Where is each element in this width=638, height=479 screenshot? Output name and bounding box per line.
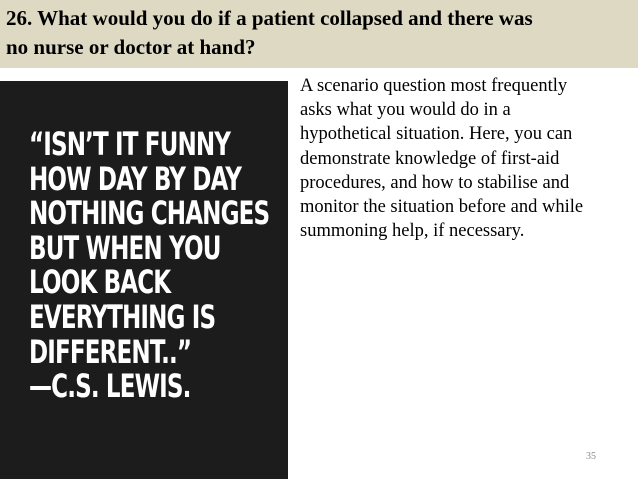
quote-line: “ISN’T IT FUNNY	[29, 125, 231, 163]
page-number: 35	[586, 451, 596, 462]
slide-title	[6, 4, 634, 62]
slide-header	[0, 0, 638, 68]
answer-line: monitor the situation before and while	[300, 197, 584, 218]
quote-line: NOTHING CHANGES	[29, 194, 270, 233]
quote-line: BUT WHEN YOU	[29, 228, 221, 267]
answer-paragraph	[300, 74, 630, 243]
quote-line: EVERYTHING IS	[29, 297, 216, 336]
answer-line: summoning help, if necessary.	[300, 221, 525, 242]
answer-line: asks what you would do in a	[300, 100, 511, 121]
answer-line: demonstrate knowledge of first-aid	[300, 148, 560, 169]
quote-line: DIFFERENT..”	[29, 332, 192, 371]
answer-line: hypothetical situation. Here, you can	[300, 124, 573, 145]
answer-line: A scenario question most frequently	[300, 76, 568, 96]
quote-line: LOOK BACK	[29, 263, 171, 302]
quote-line: HOW DAY BY DAY	[29, 159, 242, 198]
quote-text	[29, 125, 270, 406]
answer-line: procedures, and how to stabilise and	[300, 172, 570, 193]
slide-title-line: no nurse or doctor at hand?	[6, 35, 256, 59]
slide-title-line: 26. What would you do if a patient collapsed and there was	[6, 6, 533, 30]
quote-image	[0, 81, 288, 479]
quote-author: —C.S. LEWIS.	[29, 367, 191, 406]
